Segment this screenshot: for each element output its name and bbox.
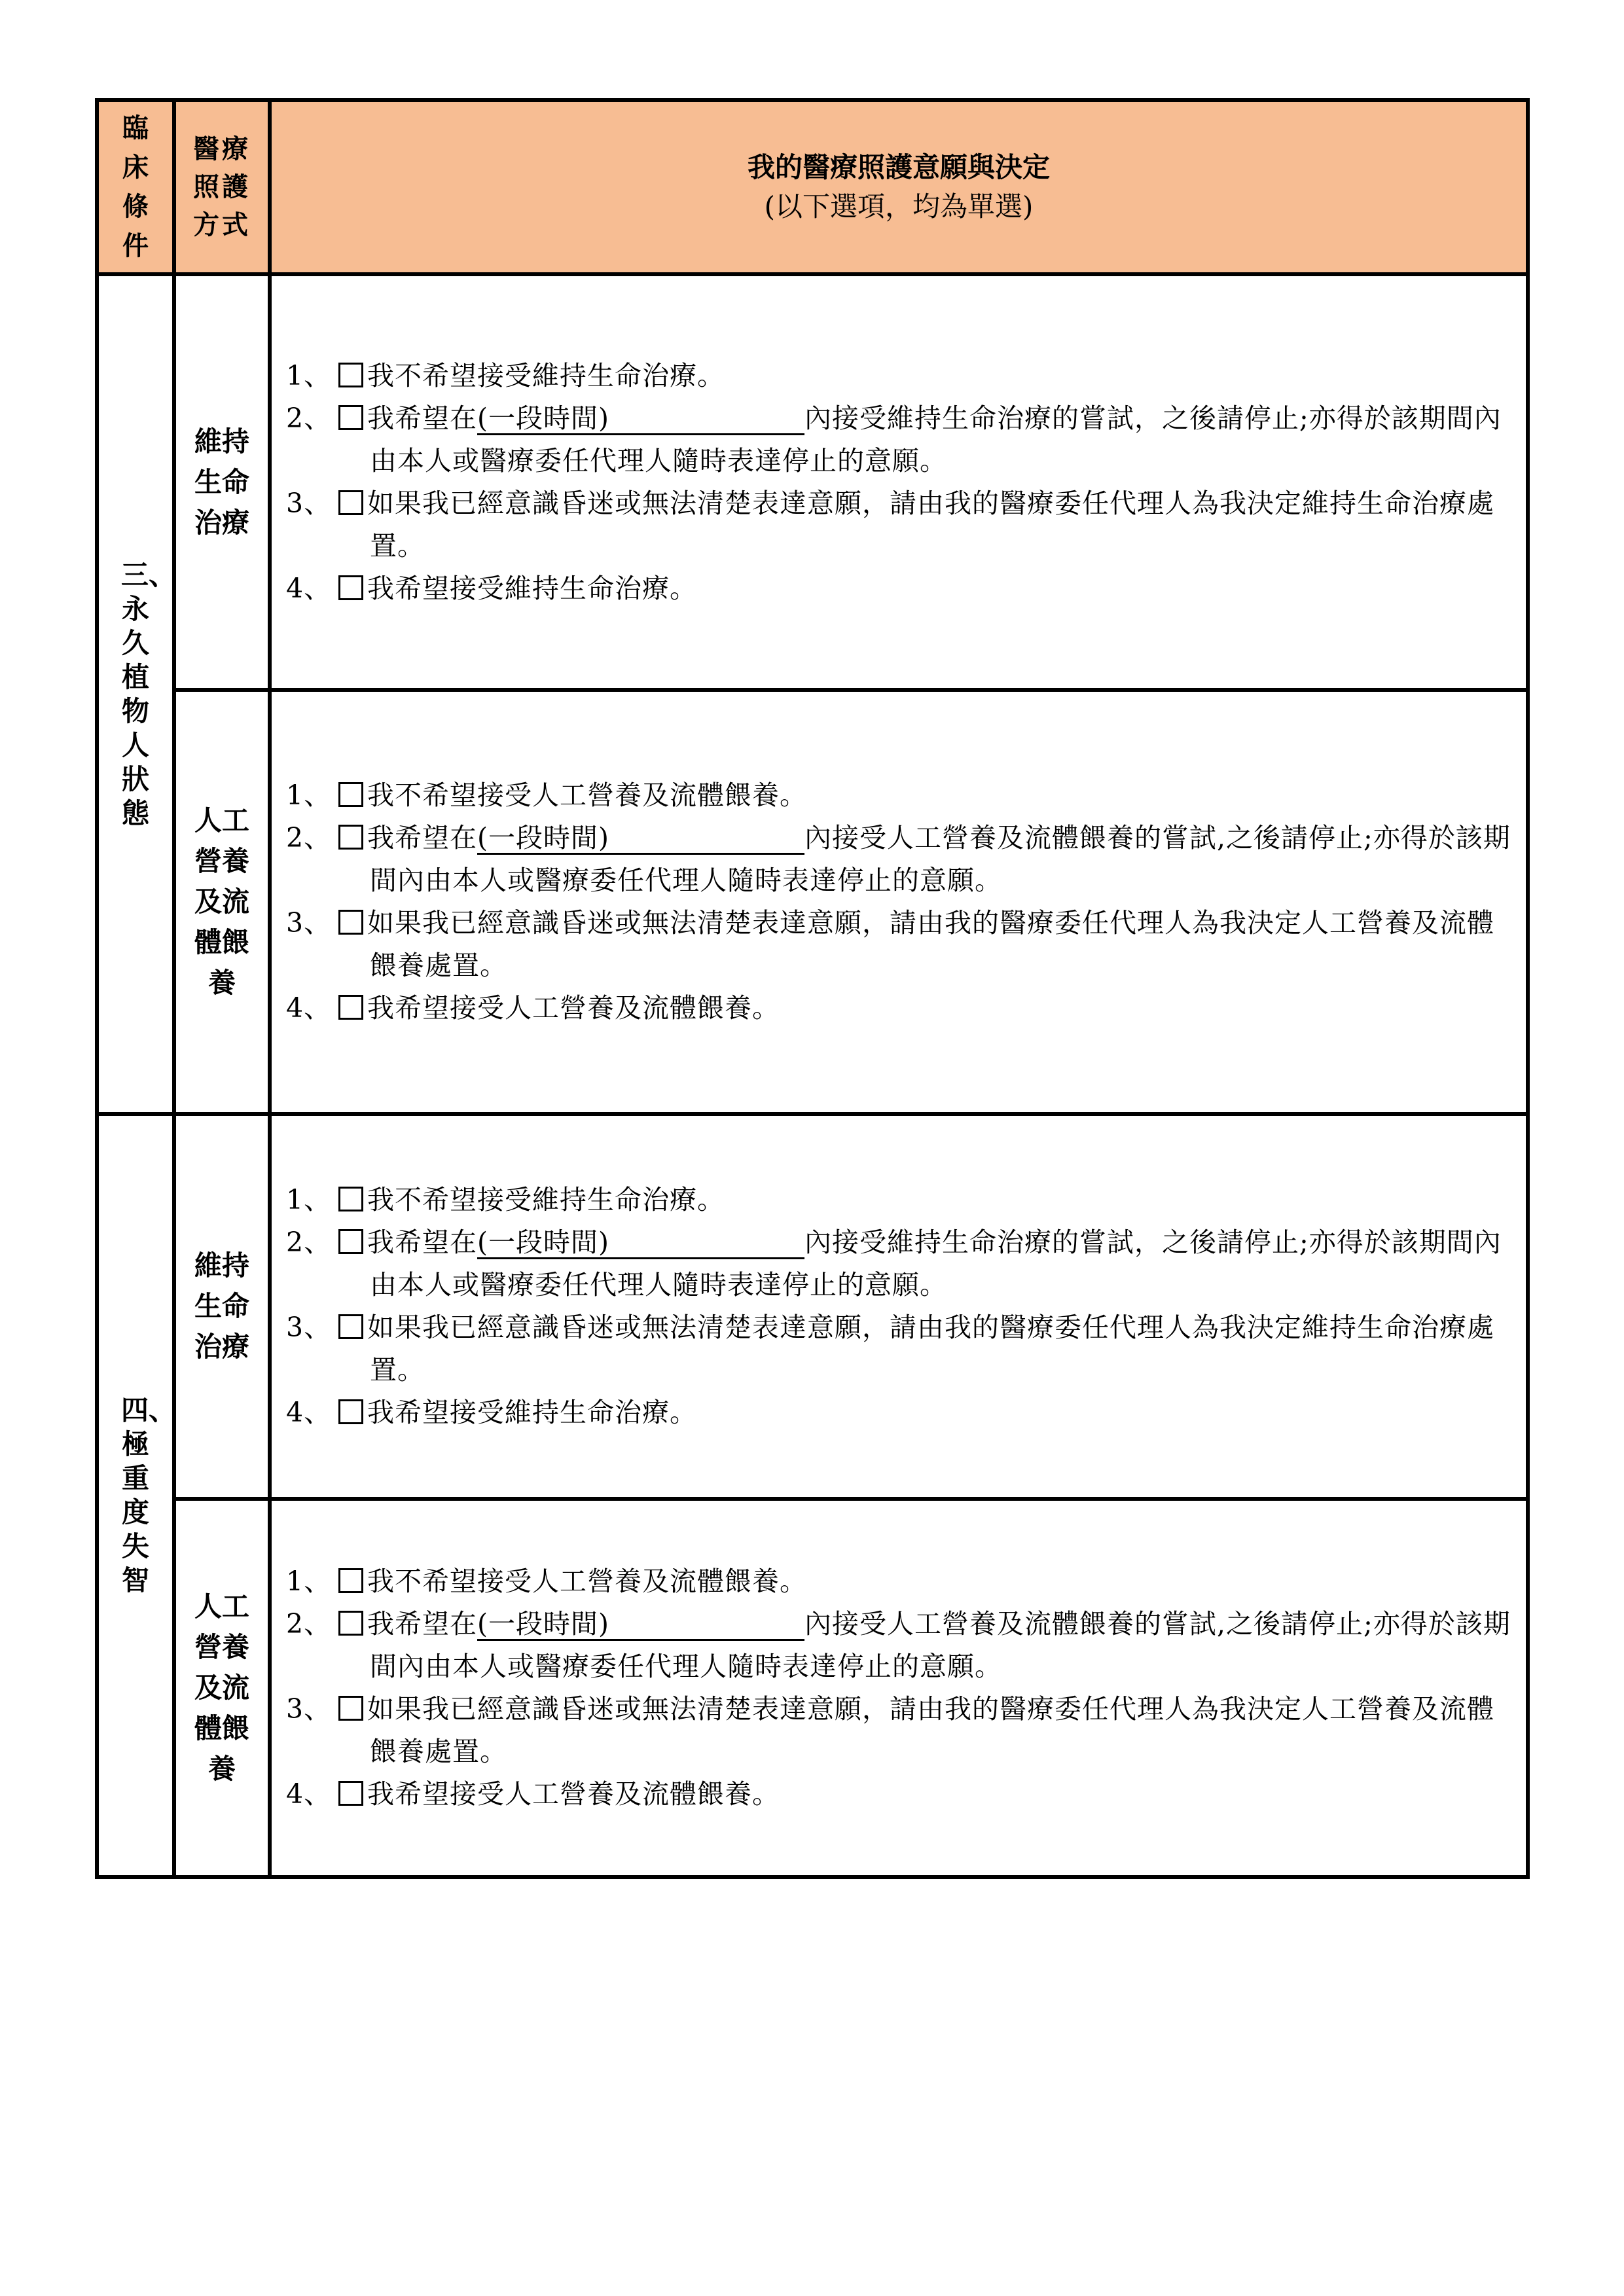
page-title: 我的醫療照護意願與決定 (747, 151, 1050, 183)
list-item: 2、 我希望在(一段時間) 內接受維持生命治療的嘗試，之後請停止;亦得於該期間內由本人或醫療委任代理人隨時表達停止的意願。 (286, 1227, 1502, 1300)
option-checkbox[interactable] (338, 575, 363, 600)
option-checkbox[interactable] (338, 782, 363, 807)
condition-label: 三、永久植物人狀態 (120, 558, 176, 829)
option-checkbox[interactable] (338, 825, 363, 850)
header-title-cell (270, 100, 1528, 274)
options-cell (270, 1114, 1528, 1499)
list-item: 2、 我希望在(一段時間) 內接受人工營養及流體餵養的嘗試,之後請停止;亦得於該期間內由本人或醫療委任代理人隨時表達停止的意願。 (286, 1608, 1511, 1682)
list-item: 3、 如果我已經意識昏迷或無法清楚表達意願，請由我的醫療委任代理人為我決定維持生命治療處置。 (286, 1312, 1494, 1386)
duration-blank-field[interactable]: (一段時間) (477, 823, 804, 855)
option-checkbox[interactable] (338, 995, 363, 1020)
method-cell (174, 1499, 270, 1877)
option-checkbox[interactable] (338, 1781, 363, 1806)
list-item: 1、 我不希望接受維持生命治療。 (286, 359, 725, 391)
header-clinical-condition: 臨床條件 (97, 100, 174, 274)
page-subtitle: (以下選項，均為單選) (764, 190, 1034, 223)
duration-blank-field[interactable]: (一段時間) (477, 1227, 804, 1259)
condition-cell (97, 1114, 174, 1877)
method-label: 維持生命治療 (194, 1249, 249, 1363)
list-item: 4、 我希望接受人工營養及流體餵養。 (286, 992, 780, 1024)
care-decision-table (95, 98, 1530, 1879)
table-header-row (97, 100, 1528, 274)
list-item: 2、 我希望在(一段時間) 內接受人工營養及流體餵養的嘗試,之後請停止;亦得於該期間內由本人或醫療委任代理人隨時表達停止的意願。 (286, 822, 1511, 896)
list-item: 3、 如果我已經意識昏迷或無法清楚表達意願，請由我的醫療委任代理人為我決定維持生命治療處置。 (286, 487, 1494, 562)
method-cell (174, 690, 270, 1114)
table-row (97, 1499, 1528, 1877)
table-row (97, 690, 1528, 1114)
option-checkbox[interactable] (338, 1229, 363, 1254)
option-checkbox[interactable] (338, 910, 363, 935)
options-list (286, 1560, 1513, 1816)
list-item: 4、 我希望接受維持生命治療。 (286, 1397, 697, 1428)
list-item: 2、 我希望在(一段時間) 內接受維持生命治療的嘗試，之後請停止;亦得於該期間內由本人或醫療委任代理人隨時表達停止的意願。 (286, 402, 1502, 476)
options-cell (270, 690, 1528, 1114)
option-checkbox[interactable] (338, 363, 363, 387)
list-item: 3、 如果我已經意識昏迷或無法清楚表達意願，請由我的醫療委任代理人為我決定人工營養及流體餵養處置。 (286, 1693, 1494, 1767)
table-row (97, 1114, 1528, 1499)
header-care-method: 醫療照護方式 (174, 100, 270, 274)
method-label: 人工營養及流體餵養 (194, 1590, 249, 1785)
option-checkbox[interactable] (338, 1611, 363, 1636)
duration-blank-field[interactable]: (一段時間) (477, 403, 804, 435)
table-row (97, 274, 1528, 690)
duration-blank-field[interactable]: (一段時間) (477, 1609, 804, 1641)
option-checkbox[interactable] (338, 1314, 363, 1339)
list-item: 3、 如果我已經意識昏迷或無法清楚表達意願，請由我的醫療委任代理人為我決定人工營養及流體餵養處置。 (286, 907, 1494, 981)
options-list (286, 355, 1513, 610)
method-cell (174, 1114, 270, 1499)
options-cell (270, 1499, 1528, 1877)
list-item: 1、 我不希望接受人工營養及流體餵養。 (286, 780, 807, 811)
options-list (286, 1179, 1513, 1434)
list-item: 1、 我不希望接受維持生命治療。 (286, 1184, 725, 1215)
condition-label: 四、極重度失智 (120, 1394, 176, 1596)
list-item: 4、 我希望接受維持生命治療。 (286, 572, 697, 604)
option-checkbox[interactable] (338, 1187, 363, 1211)
options-cell (270, 274, 1528, 690)
condition-cell (97, 274, 174, 1114)
method-label: 人工營養及流體餵養 (194, 804, 249, 999)
options-list (286, 774, 1513, 1030)
option-checkbox[interactable] (338, 405, 363, 430)
option-checkbox[interactable] (338, 1568, 363, 1593)
method-label: 維持生命治療 (194, 425, 249, 539)
option-checkbox[interactable] (338, 1696, 363, 1721)
method-cell (174, 274, 270, 690)
option-checkbox[interactable] (338, 490, 363, 515)
list-item: 4、 我希望接受人工營養及流體餵養。 (286, 1778, 780, 1810)
list-item: 1、 我不希望接受人工營養及流體餵養。 (286, 1566, 807, 1597)
option-checkbox[interactable] (338, 1399, 363, 1424)
